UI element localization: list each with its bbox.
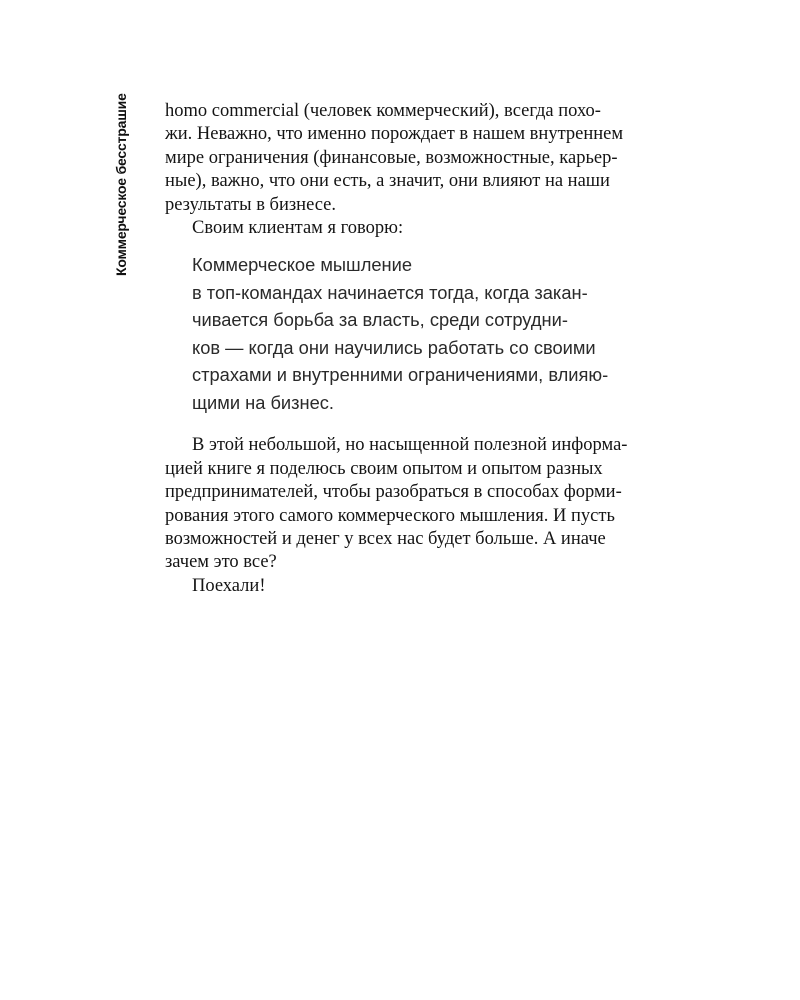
quote-line: страхами и внутренними ограничениями, влияю- — [192, 364, 609, 386]
paragraph-line: зачем это все? — [165, 552, 277, 573]
paragraph-line: homo commercial (человек коммерческий), всегда похо- — [165, 101, 601, 121]
paragraph-4: Поехали! — [192, 575, 266, 596]
paragraph-line: цией книге я поделюсь своим опытом и опытом разных — [165, 458, 603, 479]
paragraph-line: рования этого самого коммерческого мышления. И пусть — [165, 505, 615, 526]
quote-line: Коммерческое мышление — [192, 254, 413, 276]
paragraph-line: ные), важно, что они есть, а значит, они влияют на наши — [165, 171, 610, 192]
paragraph-line: В этой небольшой, но насыщенной полезной информа- — [192, 435, 628, 456]
quote-line: в топ-командах начинается тогда, когда закан- — [192, 281, 588, 303]
running-head: Коммерческое бесстрашие — [113, 93, 129, 276]
main-text — [165, 100, 725, 598]
paragraph-3 — [165, 434, 725, 574]
paragraph-1 — [165, 100, 725, 217]
paragraph-line: предпринимателей, чтобы разобраться в способах форми- — [165, 482, 622, 503]
paragraph-2: Своим клиентам я говорю: — [192, 217, 404, 238]
paragraph-line: жи. Неважно, что именно порождает в нашем внутреннем — [165, 124, 624, 145]
quote-line: ков — когда они научились работать со своими — [192, 336, 596, 358]
quote-block — [165, 251, 725, 416]
paragraph-line: мире ограничения (финансовые, возможностные, карьер- — [165, 147, 618, 168]
quote-line: чивается борьба за власть, среди сотрудни- — [192, 309, 568, 331]
paragraph-line: результаты в бизнесе. — [165, 194, 337, 215]
quote-line: щими на бизнес. — [192, 391, 335, 413]
paragraph-line: возможностей и денег у всех нас будет больше. А иначе — [165, 528, 606, 549]
